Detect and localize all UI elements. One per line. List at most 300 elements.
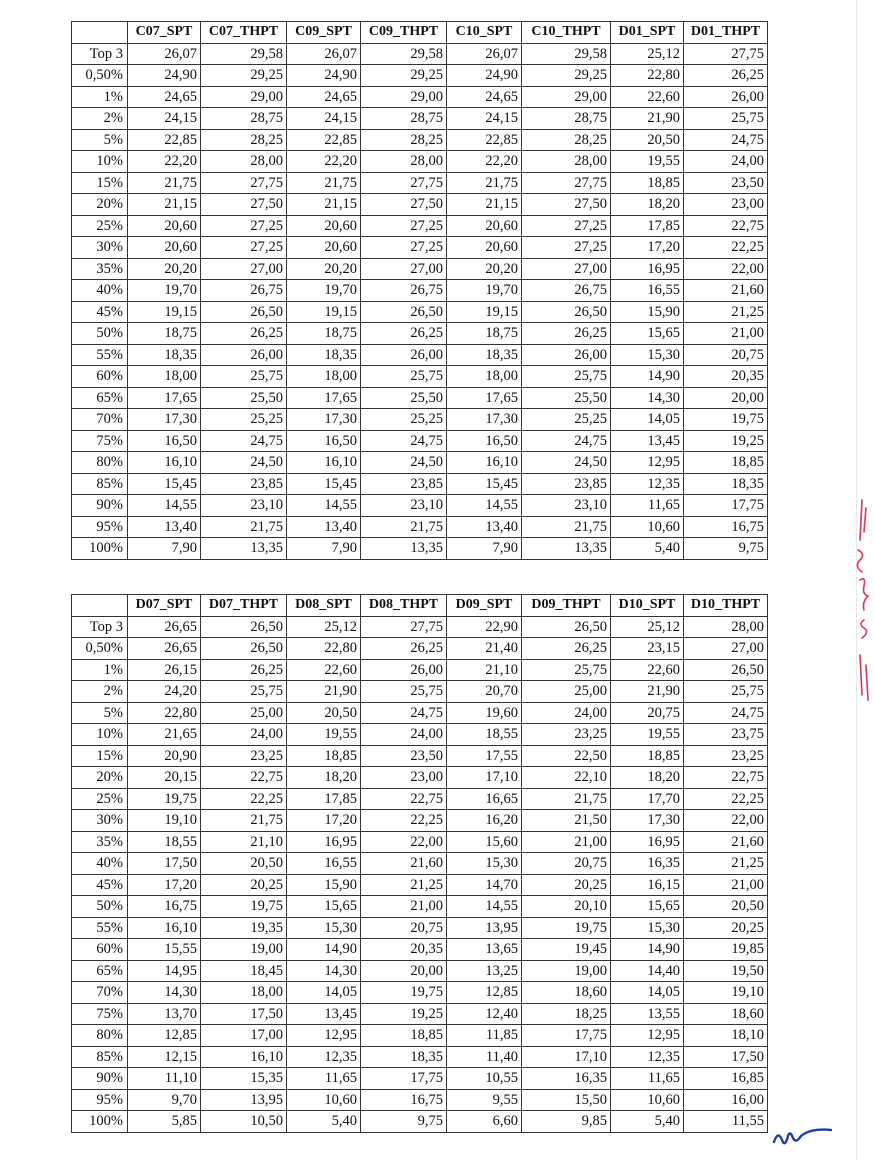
score-cell: 21,65 (128, 724, 201, 746)
score-cell: 19,15 (447, 301, 522, 323)
score-cell: 18,20 (611, 767, 684, 789)
score-cell: 17,65 (447, 387, 522, 409)
score-cell: 26,25 (522, 323, 611, 345)
score-cell: 19,75 (522, 917, 611, 939)
table-row (72, 767, 768, 789)
score-cell: 24,75 (361, 430, 447, 452)
table-row (72, 516, 768, 538)
score-cell: 21,75 (128, 172, 201, 194)
score-cell: 22,25 (201, 788, 287, 810)
table-row (72, 702, 768, 724)
row-label-cell: Top 3 (72, 43, 128, 65)
score-cell: 7,90 (287, 538, 361, 560)
score-cell: 25,50 (522, 387, 611, 409)
score-cell: 16,50 (128, 430, 201, 452)
score-cell: 23,50 (684, 172, 768, 194)
score-cell: 19,25 (361, 1003, 447, 1025)
score-cell: 18,35 (447, 344, 522, 366)
score-cell: 21,10 (201, 831, 287, 853)
score-cell: 24,65 (128, 86, 201, 108)
score-cell: 24,50 (361, 452, 447, 474)
score-cell: 20,00 (361, 960, 447, 982)
table-row (72, 810, 768, 832)
score-cell: 11,55 (684, 1111, 768, 1133)
score-cell: 10,60 (611, 1089, 684, 1111)
score-cell: 15,90 (287, 874, 361, 896)
score-cell: 29,00 (522, 86, 611, 108)
score-cell: 12,95 (287, 1025, 361, 1047)
score-cell: 21,15 (447, 194, 522, 216)
corner-header-cell (72, 22, 128, 44)
score-cell: 19,45 (522, 939, 611, 961)
table-row (72, 280, 768, 302)
score-cell: 26,00 (361, 659, 447, 681)
score-cell: 15,45 (287, 473, 361, 495)
table-row (72, 724, 768, 746)
column-header: D07_SPT (128, 595, 201, 617)
score-cell: 25,00 (522, 681, 611, 703)
table-row (72, 1068, 768, 1090)
score-cell: 13,70 (128, 1003, 201, 1025)
score-cell: 22,20 (287, 151, 361, 173)
row-label-cell: 50% (72, 323, 128, 345)
row-label-cell: 2% (72, 681, 128, 703)
score-cell: 16,20 (447, 810, 522, 832)
score-cell: 26,00 (684, 86, 768, 108)
score-cell: 24,15 (287, 108, 361, 130)
score-cell: 29,58 (361, 43, 447, 65)
table-row (72, 831, 768, 853)
score-cell: 11,65 (287, 1068, 361, 1090)
score-cell: 23,25 (201, 745, 287, 767)
table-row (72, 108, 768, 130)
score-cell: 21,25 (684, 301, 768, 323)
signature-icon (770, 1120, 834, 1152)
score-cell: 15,60 (447, 831, 522, 853)
score-cell: 21,75 (522, 516, 611, 538)
score-cell: 18,75 (128, 323, 201, 345)
row-label-cell: 0,50% (72, 65, 128, 87)
score-cell: 25,75 (201, 681, 287, 703)
table-row (72, 616, 768, 638)
score-cell: 27,00 (684, 638, 768, 660)
score-cell: 18,35 (684, 473, 768, 495)
score-cell: 7,90 (128, 538, 201, 560)
score-cell: 28,00 (522, 151, 611, 173)
score-cell: 21,25 (361, 874, 447, 896)
score-cell: 21,75 (201, 810, 287, 832)
score-cell: 27,75 (361, 172, 447, 194)
column-header: C07_SPT (128, 22, 201, 44)
table-row (72, 1025, 768, 1047)
score-cell: 24,90 (128, 65, 201, 87)
table-row (72, 853, 768, 875)
score-cell: 21,40 (447, 638, 522, 660)
score-cell: 27,25 (361, 215, 447, 237)
score-cell: 24,65 (287, 86, 361, 108)
score-cell: 23,25 (684, 745, 768, 767)
score-cell: 27,75 (684, 43, 768, 65)
score-cell: 21,10 (447, 659, 522, 681)
row-label-cell: 15% (72, 172, 128, 194)
score-cell: 20,25 (684, 917, 768, 939)
score-cell: 10,50 (201, 1111, 287, 1133)
score-cell: 13,45 (611, 430, 684, 452)
score-cell: 9,55 (447, 1089, 522, 1111)
score-cell: 18,75 (287, 323, 361, 345)
score-cell: 20,50 (287, 702, 361, 724)
table-row (72, 172, 768, 194)
score-cell: 20,60 (447, 237, 522, 259)
table-row (72, 430, 768, 452)
score-cell: 14,55 (447, 896, 522, 918)
score-table-1 (71, 21, 768, 560)
table-row (72, 237, 768, 259)
score-cell: 22,20 (447, 151, 522, 173)
score-cell: 17,65 (287, 387, 361, 409)
score-cell: 26,50 (522, 301, 611, 323)
score-cell: 26,07 (128, 43, 201, 65)
score-cell: 22,80 (128, 702, 201, 724)
score-cell: 21,00 (522, 831, 611, 853)
score-cell: 24,00 (522, 702, 611, 724)
score-cell: 25,75 (361, 366, 447, 388)
score-cell: 17,50 (684, 1046, 768, 1068)
score-cell: 26,65 (128, 616, 201, 638)
score-cell: 12,85 (128, 1025, 201, 1047)
score-cell: 9,75 (684, 538, 768, 560)
score-cell: 13,40 (287, 516, 361, 538)
score-cell: 22,00 (361, 831, 447, 853)
score-cell: 25,75 (684, 108, 768, 130)
table-row (72, 366, 768, 388)
score-cell: 24,75 (684, 702, 768, 724)
score-cell: 26,65 (128, 638, 201, 660)
score-cell: 19,10 (684, 982, 768, 1004)
score-cell: 17,20 (287, 810, 361, 832)
column-header: D08_SPT (287, 595, 361, 617)
score-cell: 18,35 (361, 1046, 447, 1068)
score-cell: 29,00 (361, 86, 447, 108)
score-cell: 16,95 (611, 831, 684, 853)
score-cell: 14,70 (447, 874, 522, 896)
score-cell: 13,25 (447, 960, 522, 982)
score-cell: 15,45 (128, 473, 201, 495)
score-cell: 19,75 (361, 982, 447, 1004)
table-row (72, 874, 768, 896)
score-cell: 15,30 (611, 344, 684, 366)
score-cell: 16,85 (684, 1068, 768, 1090)
score-cell: 11,40 (447, 1046, 522, 1068)
score-cell: 27,00 (201, 258, 287, 280)
row-label-cell: 95% (72, 516, 128, 538)
row-label-cell: 10% (72, 724, 128, 746)
score-cell: 21,90 (611, 108, 684, 130)
score-cell: 26,07 (447, 43, 522, 65)
table-header-row (72, 22, 768, 44)
score-cell: 21,15 (287, 194, 361, 216)
score-cell: 23,25 (522, 724, 611, 746)
score-cell: 26,25 (684, 65, 768, 87)
score-cell: 9,85 (522, 1111, 611, 1133)
score-cell: 24,75 (361, 702, 447, 724)
score-cell: 16,10 (128, 917, 201, 939)
score-cell: 21,60 (684, 280, 768, 302)
score-cell: 26,25 (361, 638, 447, 660)
score-cell: 16,00 (684, 1089, 768, 1111)
score-cell: 16,55 (611, 280, 684, 302)
score-cell: 16,75 (684, 516, 768, 538)
table-row (72, 86, 768, 108)
score-cell: 18,60 (684, 1003, 768, 1025)
score-cell: 23,85 (522, 473, 611, 495)
score-cell: 22,85 (287, 129, 361, 151)
score-cell: 20,60 (128, 237, 201, 259)
score-cell: 24,90 (447, 65, 522, 87)
score-cell: 14,30 (611, 387, 684, 409)
score-cell: 22,60 (611, 659, 684, 681)
score-cell: 25,12 (611, 43, 684, 65)
column-header: C10_THPT (522, 22, 611, 44)
score-cell: 26,50 (201, 638, 287, 660)
score-cell: 26,25 (361, 323, 447, 345)
row-label-cell: 90% (72, 1068, 128, 1090)
table-row (72, 659, 768, 681)
score-cell: 28,75 (361, 108, 447, 130)
score-cell: 15,30 (287, 917, 361, 939)
score-cell: 26,07 (287, 43, 361, 65)
row-label-cell: 10% (72, 151, 128, 173)
score-cell: 20,50 (611, 129, 684, 151)
score-cell: 14,30 (128, 982, 201, 1004)
score-cell: 18,35 (287, 344, 361, 366)
score-cell: 26,50 (361, 301, 447, 323)
score-cell: 5,40 (611, 538, 684, 560)
row-label-cell: 50% (72, 896, 128, 918)
score-cell: 25,25 (522, 409, 611, 431)
score-cell: 14,05 (611, 409, 684, 431)
score-cell: 11,65 (611, 1068, 684, 1090)
score-cell: 19,35 (201, 917, 287, 939)
score-cell: 19,15 (128, 301, 201, 323)
table-row (72, 323, 768, 345)
score-cell: 25,50 (201, 387, 287, 409)
score-cell: 15,30 (611, 917, 684, 939)
score-cell: 28,75 (522, 108, 611, 130)
score-cell: 20,75 (361, 917, 447, 939)
score-cell: 19,75 (684, 409, 768, 431)
score-cell: 10,60 (611, 516, 684, 538)
score-cell: 20,35 (684, 366, 768, 388)
table-row (72, 151, 768, 173)
score-cell: 13,45 (287, 1003, 361, 1025)
row-label-cell: 5% (72, 702, 128, 724)
score-cell: 21,75 (201, 516, 287, 538)
score-cell: 9,75 (361, 1111, 447, 1133)
row-label-cell: 100% (72, 1111, 128, 1133)
score-cell: 22,00 (684, 258, 768, 280)
score-cell: 22,80 (611, 65, 684, 87)
table-row (72, 681, 768, 703)
score-cell: 26,50 (684, 659, 768, 681)
score-cell: 27,75 (361, 616, 447, 638)
score-cell: 24,75 (201, 430, 287, 452)
score-cell: 23,75 (684, 724, 768, 746)
score-cell: 15,45 (447, 473, 522, 495)
row-label-cell: Top 3 (72, 616, 128, 638)
row-label-cell: 20% (72, 767, 128, 789)
score-cell: 18,20 (611, 194, 684, 216)
score-cell: 27,75 (522, 172, 611, 194)
score-cell: 13,35 (361, 538, 447, 560)
score-cell: 13,35 (201, 538, 287, 560)
score-cell: 17,85 (287, 788, 361, 810)
score-cell: 14,05 (287, 982, 361, 1004)
row-label-cell: 1% (72, 86, 128, 108)
row-label-cell: 70% (72, 982, 128, 1004)
score-cell: 22,25 (684, 237, 768, 259)
column-header: C09_THPT (361, 22, 447, 44)
table-row (72, 982, 768, 1004)
table-row (72, 1089, 768, 1111)
score-cell: 20,20 (287, 258, 361, 280)
table-row (72, 917, 768, 939)
score-cell: 22,80 (287, 638, 361, 660)
table-row (72, 344, 768, 366)
score-cell: 15,65 (611, 896, 684, 918)
score-cell: 21,60 (361, 853, 447, 875)
score-cell: 29,25 (522, 65, 611, 87)
score-cell: 18,75 (447, 323, 522, 345)
score-cell: 22,85 (128, 129, 201, 151)
table-row (72, 495, 768, 517)
score-cell: 18,00 (201, 982, 287, 1004)
score-cell: 21,60 (684, 831, 768, 853)
score-cell: 22,25 (684, 788, 768, 810)
score-cell: 19,00 (201, 939, 287, 961)
score-cell: 16,65 (447, 788, 522, 810)
score-cell: 21,90 (611, 681, 684, 703)
score-cell: 12,15 (128, 1046, 201, 1068)
score-cell: 27,00 (361, 258, 447, 280)
score-cell: 12,95 (611, 452, 684, 474)
row-label-cell: 25% (72, 215, 128, 237)
score-cell: 25,75 (201, 366, 287, 388)
score-cell: 21,15 (128, 194, 201, 216)
row-label-cell: 65% (72, 960, 128, 982)
score-cell: 19,10 (128, 810, 201, 832)
score-cell: 17,10 (522, 1046, 611, 1068)
score-cell: 24,75 (684, 129, 768, 151)
row-label-cell: 60% (72, 939, 128, 961)
score-cell: 13,65 (447, 939, 522, 961)
row-label-cell: 65% (72, 387, 128, 409)
score-cell: 25,50 (361, 387, 447, 409)
score-cell: 17,10 (447, 767, 522, 789)
score-cell: 18,20 (287, 767, 361, 789)
score-cell: 14,55 (287, 495, 361, 517)
score-cell: 16,10 (447, 452, 522, 474)
score-cell: 16,10 (201, 1046, 287, 1068)
score-cell: 12,35 (287, 1046, 361, 1068)
row-label-cell: 85% (72, 1046, 128, 1068)
row-label-cell: 45% (72, 874, 128, 896)
score-cell: 22,85 (447, 129, 522, 151)
score-cell: 21,75 (447, 172, 522, 194)
score-cell: 16,35 (611, 853, 684, 875)
row-label-cell: 100% (72, 538, 128, 560)
score-cell: 18,10 (684, 1025, 768, 1047)
score-cell: 11,65 (611, 495, 684, 517)
score-cell: 18,55 (447, 724, 522, 746)
score-cell: 9,70 (128, 1089, 201, 1111)
score-cell: 19,70 (287, 280, 361, 302)
score-cell: 11,10 (128, 1068, 201, 1090)
row-label-cell: 40% (72, 280, 128, 302)
score-cell: 24,50 (522, 452, 611, 474)
score-cell: 18,55 (128, 831, 201, 853)
score-cell: 23,10 (361, 495, 447, 517)
table-row (72, 638, 768, 660)
table-row (72, 745, 768, 767)
score-cell: 22,60 (287, 659, 361, 681)
score-cell: 18,45 (201, 960, 287, 982)
table-row (72, 960, 768, 982)
score-cell: 19,75 (201, 896, 287, 918)
score-cell: 17,70 (611, 788, 684, 810)
score-cell: 22,50 (522, 745, 611, 767)
score-cell: 14,05 (611, 982, 684, 1004)
score-cell: 20,70 (447, 681, 522, 703)
score-cell: 20,60 (447, 215, 522, 237)
score-cell: 16,75 (128, 896, 201, 918)
score-cell: 24,00 (684, 151, 768, 173)
score-cell: 20,20 (447, 258, 522, 280)
score-cell: 19,55 (611, 724, 684, 746)
score-cell: 18,00 (128, 366, 201, 388)
score-cell: 17,75 (361, 1068, 447, 1090)
score-cell: 17,75 (684, 495, 768, 517)
score-cell: 18,85 (684, 452, 768, 474)
score-cell: 15,35 (201, 1068, 287, 1090)
row-label-cell: 60% (72, 366, 128, 388)
column-header: C09_SPT (287, 22, 361, 44)
score-cell: 20,00 (684, 387, 768, 409)
score-cell: 19,60 (447, 702, 522, 724)
score-cell: 19,70 (447, 280, 522, 302)
table-row (72, 896, 768, 918)
row-label-cell: 35% (72, 258, 128, 280)
score-cell: 19,15 (287, 301, 361, 323)
score-cell: 13,95 (201, 1089, 287, 1111)
score-cell: 25,75 (361, 681, 447, 703)
score-cell: 26,00 (522, 344, 611, 366)
score-cell: 20,10 (522, 896, 611, 918)
score-cell: 15,55 (128, 939, 201, 961)
score-cell: 14,55 (128, 495, 201, 517)
table-row (72, 409, 768, 431)
column-header: D09_SPT (447, 595, 522, 617)
score-cell: 26,25 (201, 659, 287, 681)
margin-stamp-icon (838, 480, 874, 720)
score-cell: 28,00 (361, 151, 447, 173)
row-label-cell: 70% (72, 409, 128, 431)
score-cell: 24,75 (522, 430, 611, 452)
score-cell: 21,75 (287, 172, 361, 194)
score-cell: 25,00 (201, 702, 287, 724)
score-cell: 21,50 (522, 810, 611, 832)
table-row (72, 452, 768, 474)
